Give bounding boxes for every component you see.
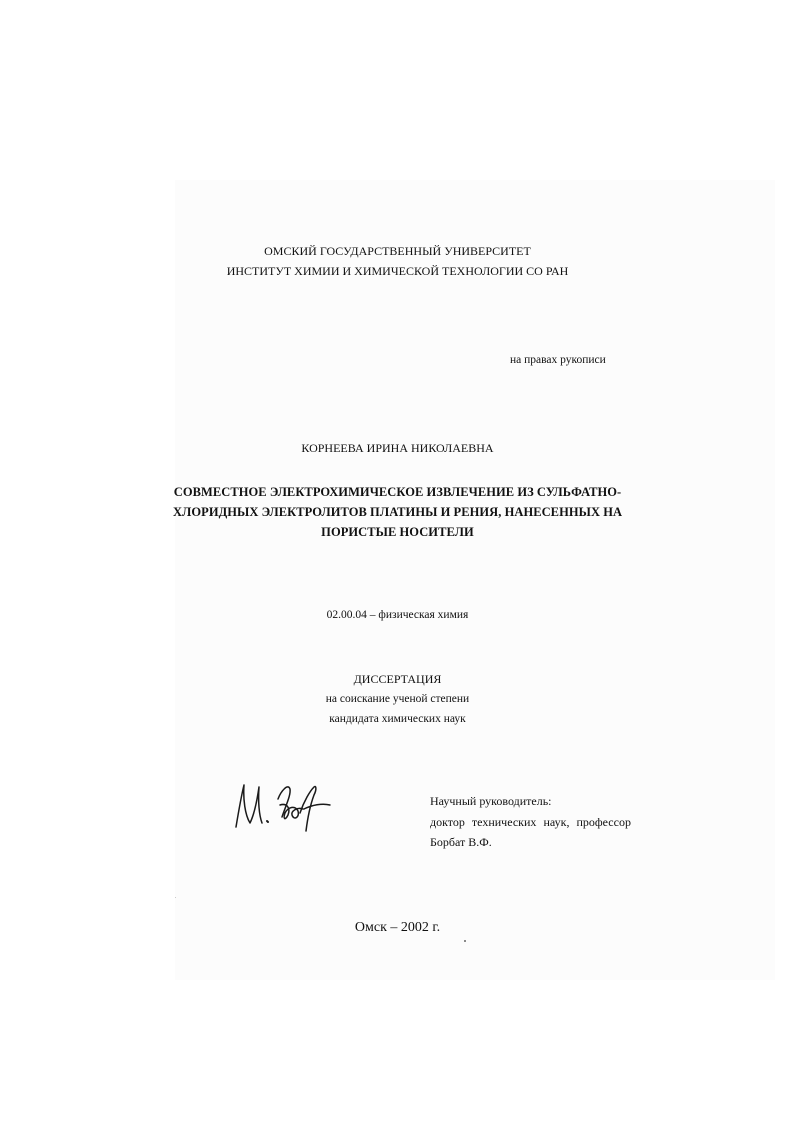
scan-speck — [175, 897, 176, 898]
degree-purpose: на соискание ученой степени — [325, 693, 470, 705]
advisor-degree-word: наук, — [543, 815, 570, 829]
institute-name: ИНСТИТУТ ХИМИИ И ХИМИЧЕСКОЙ ТЕХНОЛОГИИ СО РАН — [226, 264, 569, 278]
manuscript-note: на правах рукописи — [510, 354, 606, 366]
author-signature — [228, 775, 338, 837]
specialty-code: 02.00.04 – физическая химия — [326, 609, 469, 621]
university-name: ОМСКИЙ ГОСУДАРСТВЕННЫЙ УНИВЕРСИТЕТ — [264, 244, 531, 258]
advisor-label: Научный руководитель: — [430, 794, 552, 808]
thesis-title-line-2: ХЛОРИДНЫХ ЭЛЕКТРОЛИТОВ ПЛАТИНЫ И РЕНИЯ, НАНЕСЕННЫХ НА — [172, 505, 623, 519]
advisor-degree — [430, 815, 631, 829]
dissertation-label: ДИССЕРТАЦИЯ — [353, 672, 442, 686]
scan-speck — [464, 940, 466, 942]
advisor-degree-word: технических — [471, 815, 537, 829]
advisor-degree-word: профессор — [576, 815, 631, 829]
author-name: КОРНЕЕВА ИРИНА НИКОЛАЕВНА — [301, 441, 494, 455]
thesis-title-line-1: СОВМЕСТНОЕ ЭЛЕКТРОХИМИЧЕСКОЕ ИЗВЛЕЧЕНИЕ ИЗ СУЛЬФАТНО- — [173, 485, 622, 499]
page-paper-tone — [175, 180, 775, 980]
thesis-title-line-3: ПОРИСТЫЕ НОСИТЕЛИ — [321, 525, 474, 539]
degree-level: кандидата химических наук — [329, 713, 466, 725]
city-year: Омск – 2002 г. — [354, 920, 441, 935]
advisor-degree-word: доктор — [430, 815, 465, 829]
advisor-name: Борбат В.Ф. — [430, 835, 492, 849]
